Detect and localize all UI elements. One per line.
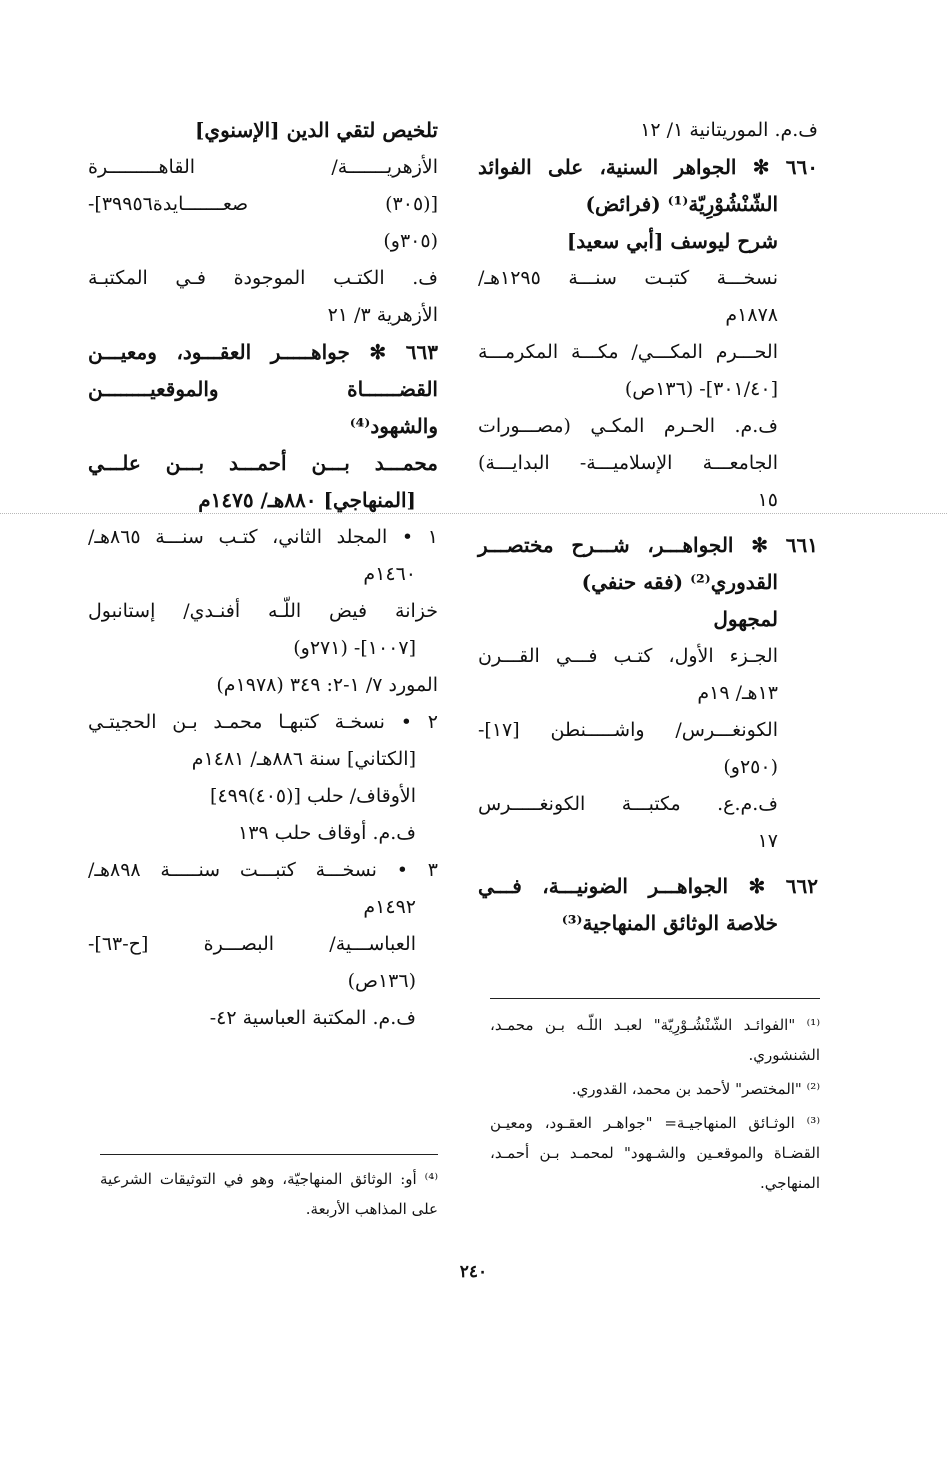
footnotes-left xyxy=(100,1164,438,1228)
text-line: ١٣هـ/ ١٩م xyxy=(697,682,778,704)
column-divider xyxy=(0,513,947,514)
entry-heading-line: الشّنْشُوْرِيّة⁽¹⁾ (فرائض) xyxy=(585,192,778,216)
entry-heading-line: والشهود⁽⁴⁾ xyxy=(349,414,438,438)
author-line: لمجهول xyxy=(713,607,778,631)
text-line: الجامعـــة الإسلاميـــة- البدايـــة) xyxy=(478,452,778,474)
text-line: الأزهريـــــــة/ القاهـــــــــرة xyxy=(88,156,438,178)
entry-heading-663: ٦٦٣ ✻ جواهـــــر العقـــود، ومعيـــن xyxy=(88,340,438,364)
left-column xyxy=(88,112,438,1037)
text-line: ١٨٧٨م xyxy=(725,304,778,326)
list-item-1: ١ • المجلد الثاني، كتـب سنـــة ٨٦٥هـ/ xyxy=(88,526,438,548)
footnote-rule xyxy=(100,1154,438,1155)
page-number: ٢٤٠ xyxy=(459,1262,488,1282)
footnote-2: ⁽²⁾ "المختصر" لأحمد بن محمد، القدوري. xyxy=(571,1080,820,1098)
text-line: نسخـــة كتبـت سنـــة ١٢٩٥هـ/ xyxy=(478,267,778,289)
text-line: ف.م. المكتبة العباسية ٤٢- xyxy=(209,1007,416,1029)
entry-heading-662: ٦٦٢ ✻ الجواهـــر الضونيـــة، فـــي xyxy=(478,874,818,898)
text-line: الحـــرم المكـــي/ مكـــة المكرمـــة xyxy=(478,341,778,363)
list-item-3: ٣ • نسخـــة كتبـــت سنـــــة ٨٩٨هـ/ xyxy=(88,859,438,881)
text-line: [الكتاني] سنة ٨٨٦هـ/ ١٤٨١م xyxy=(191,748,416,770)
text-line: الجـزء الأول، كتـب فـــي القـــرن xyxy=(478,645,778,667)
text-line: ١٤٦٠م xyxy=(363,563,416,585)
text-line: (٣٠٥و) xyxy=(383,230,438,252)
author-line: تلخيص لتقي الدين [الإسنوي] xyxy=(194,118,438,142)
text-line: ١٥ xyxy=(757,489,778,511)
text-line: ف.م. أوقاف حلب ١٣٩ xyxy=(238,822,416,844)
text-line: [٣٠١/٤٠]- (١٣٦ص) xyxy=(624,378,778,400)
text-line: ف.م. الموريتانية ١/ ١٢ xyxy=(640,119,818,141)
text-line: خزانة فيض اللّـه أفنـدي/ إستانبول xyxy=(88,600,438,622)
footnote-rule xyxy=(490,998,820,999)
text-line: ف.م.ع. مكتبـــة الكونغـــــرس xyxy=(478,793,778,815)
text-line: ١٤٩٢م xyxy=(363,896,416,918)
entry-heading-line: القدوري⁽²⁾ (فقه حنفي) xyxy=(581,570,778,594)
footnote-1: ⁽¹⁾ "الفوائـد الشّنْشُـوْرِيّة" لعبـد اللّـه بـن محمـد، الشنشوري. xyxy=(490,1016,820,1064)
text-line: ١٧ xyxy=(757,830,778,852)
text-line: ف. الكتـب الموجودة فـي المكتبـة xyxy=(88,267,438,289)
text-line: [١٠٠٧]- (٢٧١و) xyxy=(293,637,416,659)
text-line: الأوقاف/ حلب [(٤٠٥)٤٩٩] xyxy=(210,785,416,807)
text-line: المورد ٧/ ١-٢: ٣٤٩ (١٩٧٨م) xyxy=(216,674,438,696)
footnote-3: ⁽³⁾ الوثـائق المنهاجيـة= "جواهـر العقـود، ومعيـن القضـاة والموقعـين والشـهود" لمحمـد بـن أحمـد، المنهاجي. xyxy=(490,1114,820,1192)
entry-heading-line: القضــــــاة والموقعيــــــــن xyxy=(88,377,438,401)
text-line: (١٣٦ص) xyxy=(347,970,416,992)
text-line: [(٣٠٥) صعـــــــايدة٣٩٩٥٦]- xyxy=(88,193,438,215)
text-line: الكونغـــرس/ واشـــــنطن [١٧]- xyxy=(478,719,778,741)
footnotes-right xyxy=(490,1010,820,1202)
author-line: شرح ليوسف [أبي سعيد] xyxy=(566,229,778,253)
entry-heading-line: خلاصة الوثائق المنهاجية⁽³⁾ xyxy=(561,911,778,935)
text-line: (٢٥٠و) xyxy=(723,756,778,778)
author-line: محمـــد بـــن أحمـــد بـــن علـــي xyxy=(88,451,438,475)
text-line: ف.م. الحـرم المكـي (مصـــورات xyxy=(478,415,778,437)
list-item-2: ٢ • نسخـة كتبهـا محمـد بـن الحجيتـي xyxy=(88,711,438,733)
entry-heading-660: ٦٦٠ ✻ الجواهر السنية، على الفوائد xyxy=(478,155,818,179)
text-line: الأزهرية ٣/ ٢١ xyxy=(327,304,438,326)
text-line: العباســـية/ البصـــرة [ح-٦٣]- xyxy=(88,933,416,955)
author-line: [المنهاجي] ٨٨٠هـ/ ١٤٧٥م xyxy=(198,488,416,512)
right-column xyxy=(478,112,818,942)
entry-heading-661: ٦٦١ ✻ الجواهـــر، شـــرح مختصـــر xyxy=(478,533,818,557)
footnote-4: ⁽⁴⁾ أو: الوثائق المنهاجيّة، وهو في التوثيقات الشرعية على المذاهب الأربعة. xyxy=(100,1170,438,1218)
